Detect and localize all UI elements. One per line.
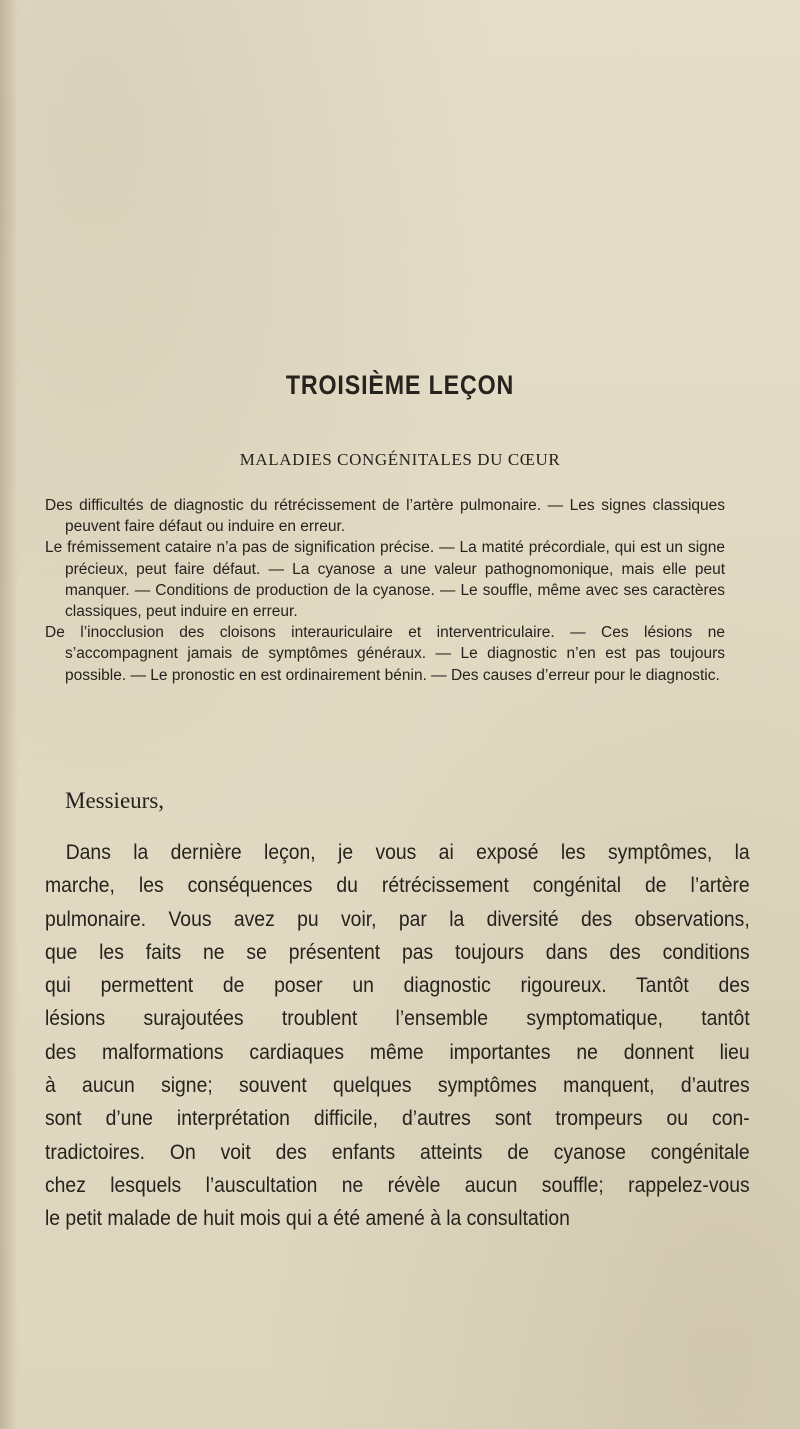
- body-line: chez lesquels l’auscultation ne révèle aucun souffle; rappelez-vous: [45, 1172, 750, 1197]
- body-line: Dans la dernière leçon, je vous ai exposé les symptômes, la: [65, 840, 750, 864]
- page-title: TROISIÈME LEÇON: [285, 370, 515, 400]
- salutation: Messieurs,: [65, 788, 165, 813]
- body-text: [45, 836, 750, 1236]
- body-line: tradictoires. On voit des enfants atteints de cyanose congénitale: [45, 1139, 750, 1164]
- body-line: marche, les conséquences du rétrécissement congénital de l’artère: [45, 873, 750, 898]
- summary-paragraph: Le frémissement cataire n’a pas de signification précise. — La matité précordiale, qui est un signe précieux, peut faire défaut. — La cyanose a une valeur pathognomonique, mais elle peut manquer. — Conditions de production de la cyanose. — Le souffle, même avec ses caractères classiques, peut induire en erreur.: [45, 539, 725, 621]
- body-line: sont d’une interprétation difficile, d’autres sont trompeurs ou con-: [45, 1106, 750, 1131]
- body-line: à aucun signe; souvent quelques symptômes manquent, d’autres: [45, 1073, 750, 1098]
- body-line: qui permettent de poser un diagnostic rigoureux. Tantôt des: [45, 973, 750, 998]
- chapter-summary: [45, 495, 725, 686]
- body-line: lésions surajoutées troublent l’ensemble symptomatique, tantôt: [45, 1006, 750, 1031]
- body-line: que les faits ne se présentent pas toujours dans des conditions: [45, 939, 750, 964]
- body-line: des malformations cardiaques même importantes ne donnent lieu: [45, 1039, 750, 1064]
- chapter-subtitle: MALADIES CONGÉNITALES DU CŒUR: [239, 450, 561, 469]
- page-edge-shadow: [0, 0, 18, 1429]
- summary-paragraph: De l’inocclusion des cloisons interauriculaire et interventriculaire. — Ces lésions ne s’accompagnent jamais de symptômes généraux. — Le diagnostic n’en est pas toujours possible. — Le pronostic en est ordinairement bénin. — Des causes d’erreur pour le diagnostic.: [45, 624, 725, 684]
- body-line: pulmonaire. Vous avez pu voir, par la diversité des observations,: [45, 906, 750, 931]
- body-line: le petit malade de huit mois qui a été amené à la consultation: [45, 1206, 570, 1231]
- summary-paragraph: Des difficultés de diagnostic du rétrécissement de l’artère pulmonaire. — Les signes classiques peuvent faire défaut ou induire en erreur.: [45, 497, 725, 536]
